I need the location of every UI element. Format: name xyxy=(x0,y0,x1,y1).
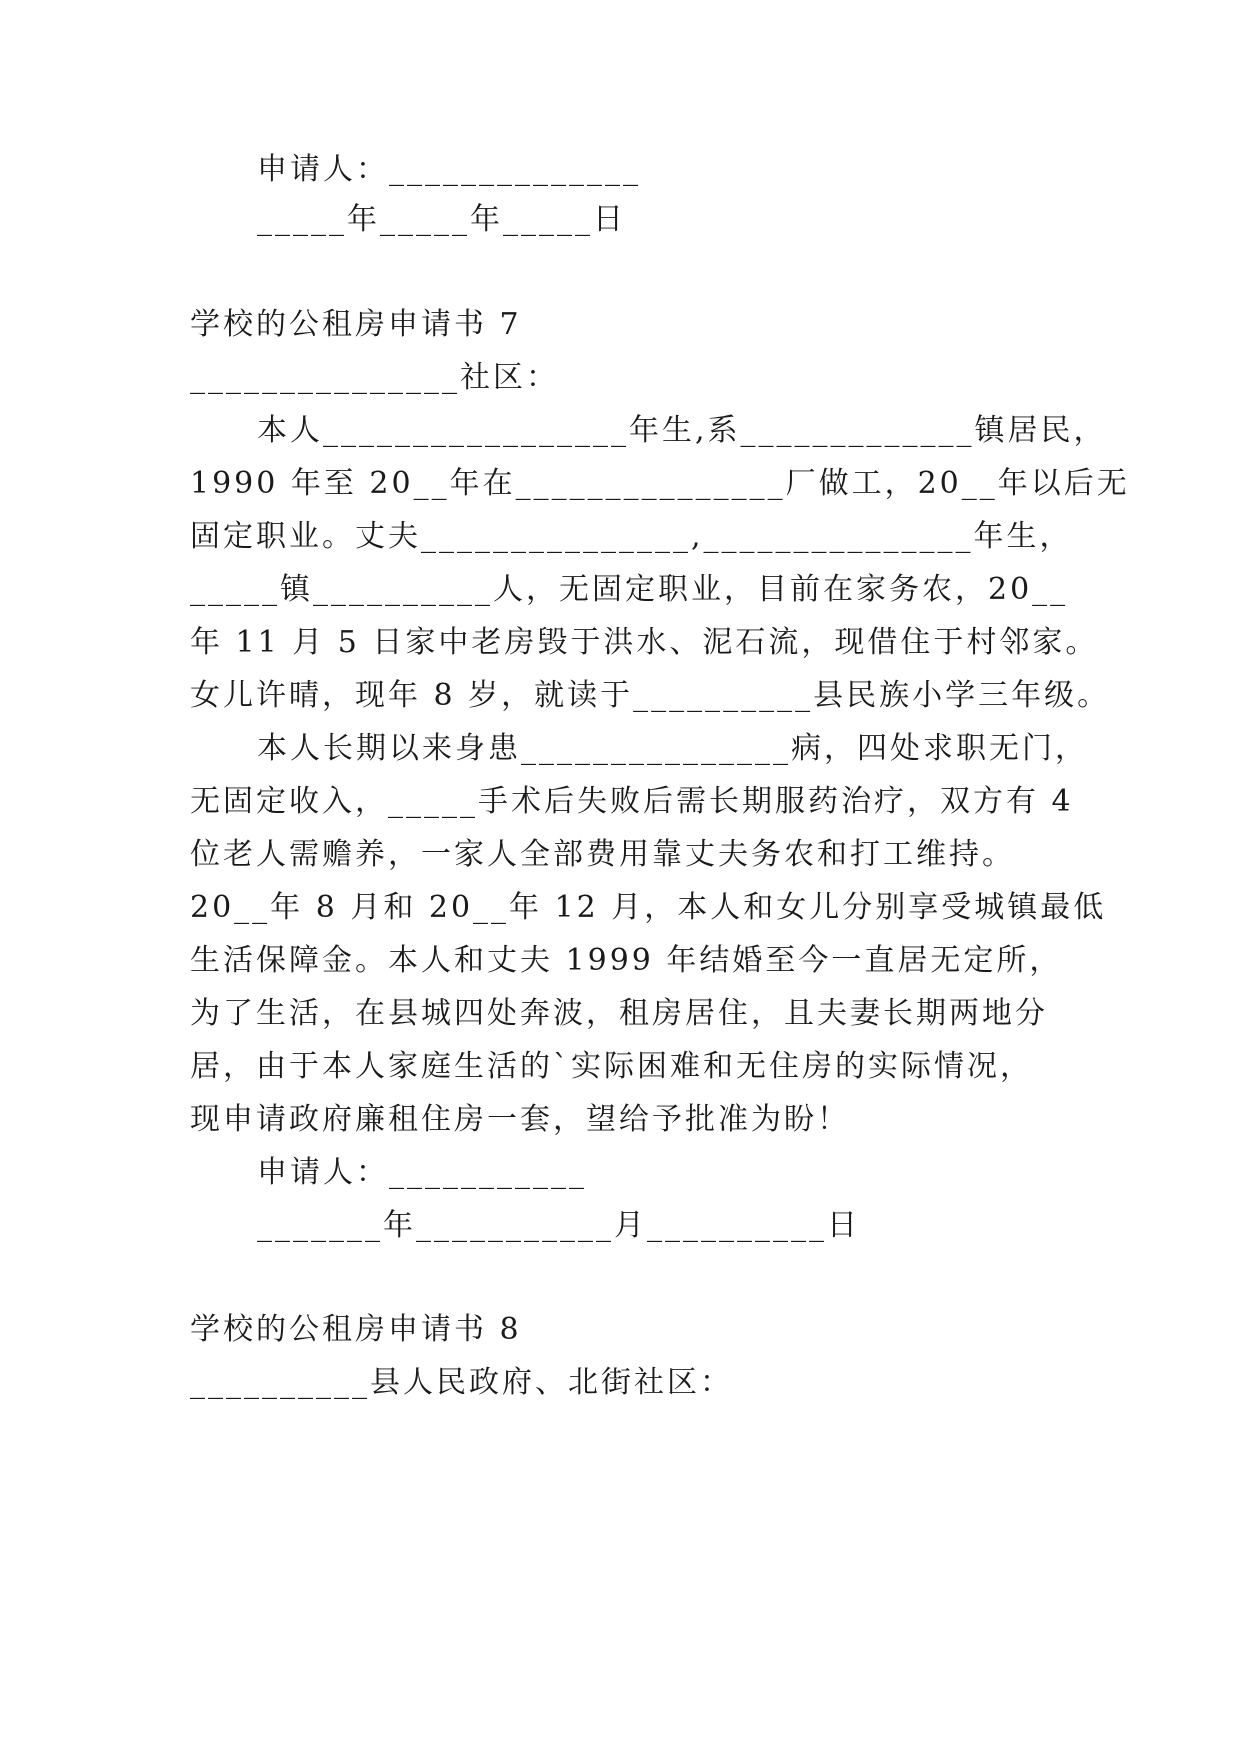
letter7-body-line: 为了生活，在县城四处奔波，租房居住，且夫妻长期两地分 xyxy=(190,996,1048,1031)
letter7-body-line: 固定职业。丈夫_______________,_______________年生， xyxy=(190,519,1073,554)
letter7-applicant-line: 申请人：___________ xyxy=(257,1155,587,1190)
letter8-salutation: __________县人民政府、北街社区： xyxy=(190,1365,733,1400)
letter7-body-line: 女儿许晴，现年 8 岁，就读于__________县民族小学三年级。 xyxy=(190,678,1111,713)
letter7-body-line: 居，由于本人家庭生活的`实际困难和无住房的实际情况， xyxy=(190,1049,1033,1084)
letter7-body-line: 1990 年至 20__年在_______________厂做工，20__年以后无 xyxy=(190,466,1130,501)
letter7-body-line: 无固定收入，_____手术后失败后需长期服药治疗，双方有 4 xyxy=(190,784,1074,819)
letter7-body-line: 本人_________________年生,系_____________镇居民， xyxy=(257,413,1107,448)
letter7-title: 学校的公租房申请书 7 xyxy=(190,307,522,342)
letter7-body-line: _____镇__________人，无固定职业，目前在家务农，20__ xyxy=(190,572,1069,607)
letter7-body-line: 20__年 8 月和 20__年 12 月，本人和女儿分别享受城镇最低 xyxy=(190,890,1107,925)
letter7-body-line: 现申请政府廉租住房一套，望给予批准为盼！ xyxy=(190,1102,850,1137)
letter7-body-line: 本人长期以来身患_______________病，四处求职无门， xyxy=(257,731,1088,766)
letter7-body-line: 位老人需赡养，一家人全部费用靠丈夫务农和打工维持。 xyxy=(190,837,1015,872)
letter8-title: 学校的公租房申请书 8 xyxy=(190,1312,522,1347)
letter7-body-line: 生活保障金。本人和丈夫 1999 年结婚至今一直居无定所， xyxy=(190,943,1063,978)
letter7-salutation: _______________社区： xyxy=(190,360,559,395)
prev-applicant-line: 申请人：______________ xyxy=(257,152,641,187)
letter7-date-line: _______年___________月__________日 xyxy=(257,1208,860,1243)
letter7-body-line: 年 11 月 5 日家中老房毁于洪水、泥石流，现借住于村邻家。 xyxy=(190,625,1099,660)
prev-date-line: _____年_____年_____日 xyxy=(257,202,626,237)
